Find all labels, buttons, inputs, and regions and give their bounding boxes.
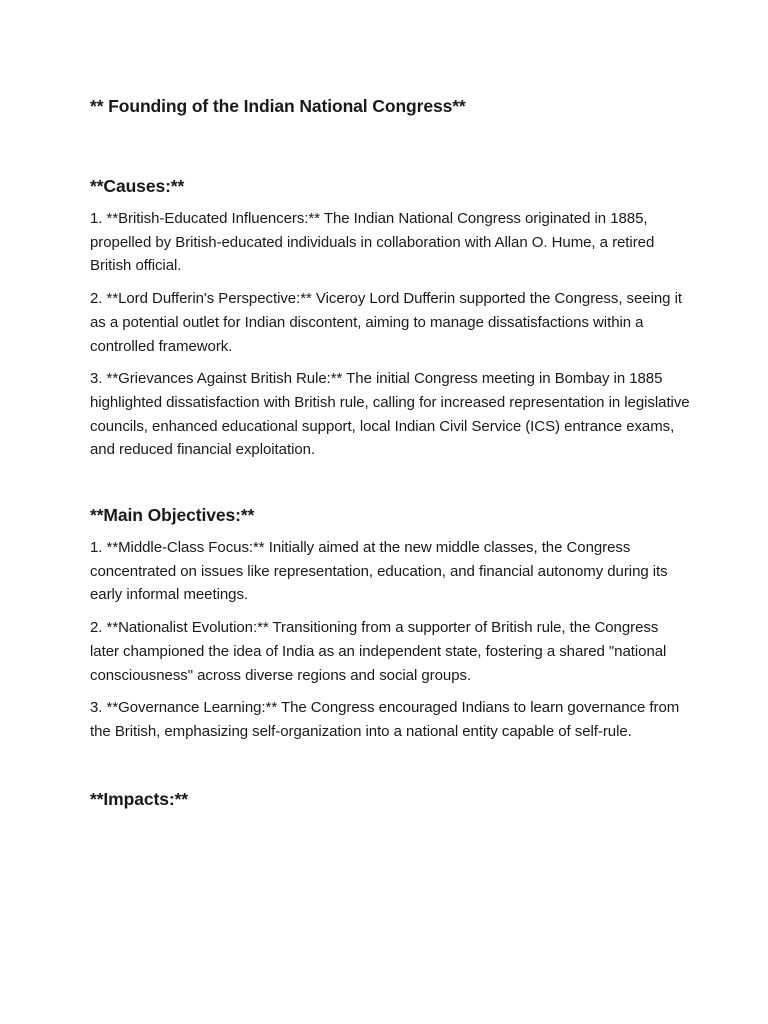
objectives-item-3: 3. **Governance Learning:** The Congress encouraged Indians to learn governance from the British, emphasizing self-organization into a national entity capable of self-rule. [90,699,680,740]
section-causes [90,173,690,462]
causes-item-3: 3. **Grievances Against British Rule:** The initial Congress meeting in Bombay in 1885 highlighted dissatisfaction with British rule, calling for increased representation in legislative councils, enhanced educational support, local Indian Civil Service (ICS) entrance exams, and reduced financial exploitation. [90,370,690,459]
objectives-item-2: 2. **Nationalist Evolution:** Transitioning from a supporter of British rule, the Congress later championed the idea of India as an independent state, fostering a shared "national consciousness" across diverse regions and social groups. [90,619,667,684]
objectives-item-1: 1. **Middle-Class Focus:** Initially aimed at the new middle classes, the Congress concentrated on issues like representation, education, and financial autonomy during its early informal meetings. [90,539,668,604]
causes-item-1: 1. **British-Educated Influencers:** The Indian National Congress originated in 1885, propelled by British-educated individuals in collaboration with Allan O. Hume, a retired British official. [90,210,655,275]
section-main-objectives [90,502,690,744]
section-heading-impacts: **Impacts:** [90,788,189,809]
section-heading-causes: **Causes:** [90,176,185,196]
section-heading-main-objectives: **Main Objectives:** [90,505,255,526]
document-body [90,93,690,820]
causes-item-2: 2. **Lord Dufferin's Perspective:** Viceroy Lord Dufferin supported the Congress, seeing it as a potential outlet for Indian discontent, aiming to manage dissatisfactions within a controlled framework. [90,290,682,355]
section-spacer [90,753,690,786]
section-impacts [90,786,690,812]
document-title: ** Founding of the Indian National Congress** [90,96,466,116]
section-spacer [90,471,690,502]
